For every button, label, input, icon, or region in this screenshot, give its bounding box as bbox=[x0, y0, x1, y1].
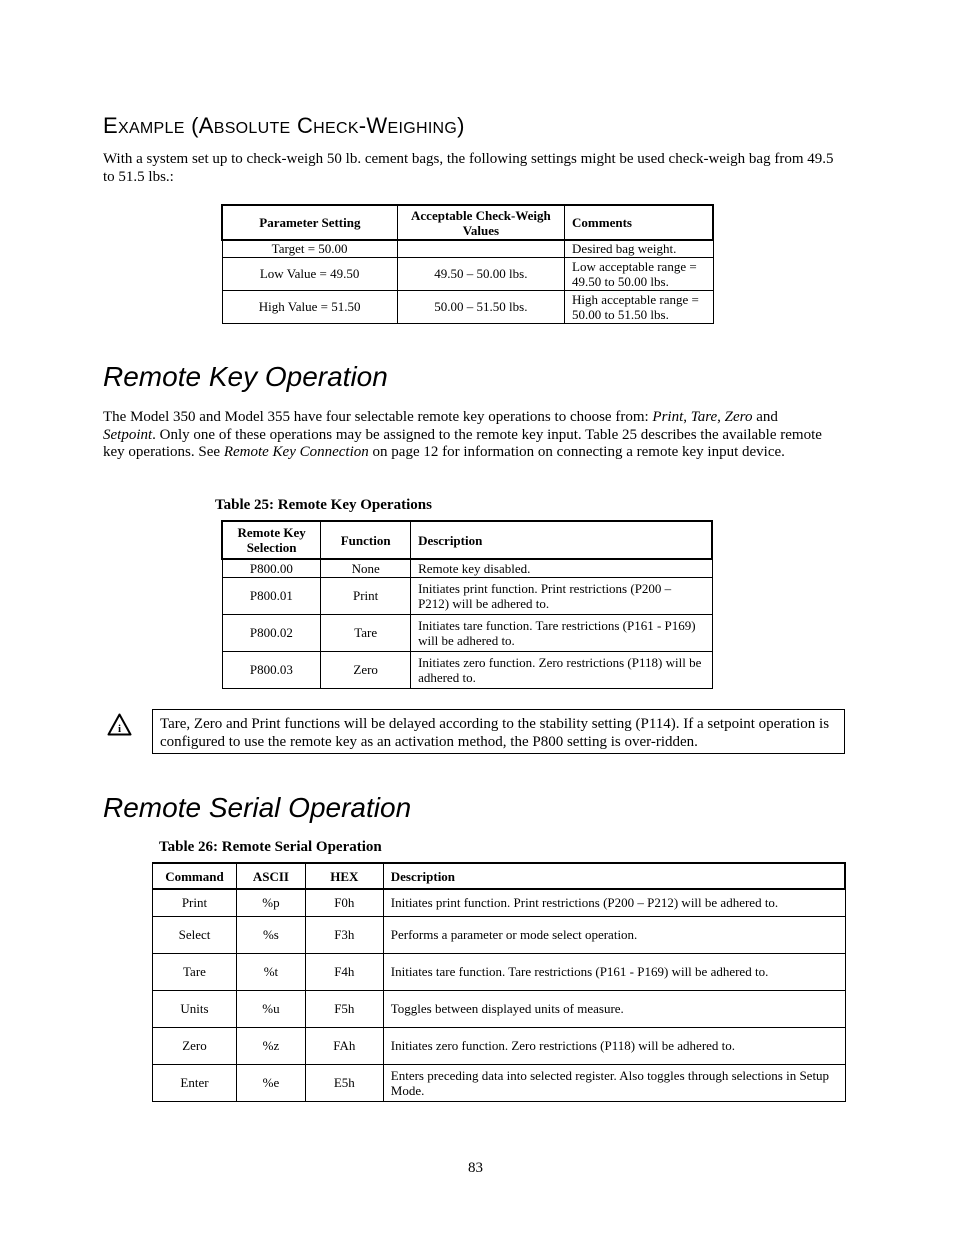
heading-part: ( bbox=[184, 113, 199, 138]
table-cell: P800.01 bbox=[222, 577, 321, 614]
paragraph-text: , bbox=[717, 409, 725, 425]
table-header: Command bbox=[153, 863, 237, 889]
table-cell: Toggles between displayed units of measure. bbox=[383, 990, 845, 1027]
remote-key-connection-link[interactable]: Remote Key Connection bbox=[223, 444, 369, 460]
paragraph-text: . Only one of these operations may be assigned to the remote key input. Table 25 describes the available remote key operations. See bbox=[103, 426, 822, 460]
table-row bbox=[222, 257, 713, 290]
paragraph-italic: Print bbox=[652, 409, 684, 425]
table-cell: High Value = 51.50 bbox=[222, 290, 397, 323]
remote-serial-table bbox=[152, 862, 846, 1102]
table-cell: F4h bbox=[305, 953, 383, 990]
paragraph-text: The Model 350 and Model 355 have four selectable remote key operations to choose from: bbox=[103, 409, 653, 425]
table-cell: P800.03 bbox=[222, 651, 321, 688]
table-row bbox=[153, 990, 846, 1027]
table-row bbox=[222, 290, 713, 323]
checkweigh-table bbox=[221, 204, 714, 324]
table-cell: 50.00 – 51.50 lbs. bbox=[397, 290, 564, 323]
table-header: HEX bbox=[305, 863, 383, 889]
paragraph-text: and bbox=[752, 409, 778, 425]
table-cell: %p bbox=[236, 889, 305, 916]
table-cell: F5h bbox=[305, 990, 383, 1027]
remote-key-paragraph bbox=[103, 409, 823, 462]
table-row bbox=[153, 916, 846, 953]
table-cell: Initiates print function. Print restrictions (P200 – P212) will be adhered to. bbox=[411, 577, 712, 614]
paragraph-italic: Tare bbox=[690, 409, 718, 425]
table-cell: %u bbox=[236, 990, 305, 1027]
table-row bbox=[153, 1064, 846, 1101]
heading-part: BSOLUTE bbox=[213, 120, 291, 137]
remote-serial-heading: Remote Serial Operation bbox=[103, 792, 412, 823]
table-cell: Target = 50.00 bbox=[222, 240, 397, 257]
table-row bbox=[222, 614, 712, 651]
heading-part: E bbox=[103, 113, 118, 138]
table-header: Description bbox=[411, 521, 712, 559]
table-row bbox=[153, 953, 846, 990]
table-row bbox=[153, 1027, 846, 1064]
table-cell: Tare bbox=[321, 614, 411, 651]
table-row bbox=[153, 889, 846, 916]
table-row bbox=[222, 240, 713, 257]
table-cell: FAh bbox=[305, 1027, 383, 1064]
table-cell bbox=[397, 240, 564, 257]
paragraph-italic: Setpoint bbox=[103, 426, 153, 443]
paragraph-italic: Zero bbox=[724, 409, 753, 425]
paragraph-text: , bbox=[683, 409, 691, 425]
table-cell: F0h bbox=[305, 889, 383, 916]
table-25-caption: Table 25: Remote Key Operations bbox=[215, 497, 432, 513]
page-number: 83 bbox=[468, 1160, 483, 1176]
table-header: Function bbox=[321, 521, 411, 559]
table-cell: Initiates zero function. Zero restrictions (P118) will be adhered to. bbox=[411, 651, 712, 688]
table-cell: Enters preceding data into selected register. Also toggles through selections in Setup Mode. bbox=[383, 1064, 845, 1101]
table-cell: E5h bbox=[305, 1064, 383, 1101]
table-cell: Initiates zero function. Zero restrictions (P118) will be adhered to. bbox=[383, 1027, 845, 1064]
table-row bbox=[222, 559, 712, 577]
table-cell: F3h bbox=[305, 916, 383, 953]
table-cell: Tare bbox=[153, 953, 237, 990]
table-cell: %s bbox=[236, 916, 305, 953]
table-cell: Select bbox=[153, 916, 237, 953]
table-cell: Low acceptable range = 49.50 to 50.00 lbs. bbox=[565, 257, 713, 290]
paragraph-text: on page 12 for information on connecting a remote key input device. bbox=[368, 444, 785, 460]
table-cell: Zero bbox=[153, 1027, 237, 1064]
table-cell: P800.02 bbox=[222, 614, 321, 651]
note-text: Tare, Zero and Print functions will be delayed according to the stability setting (P114). If a setpoint operation is configured to use the remote key as an activation method, the P800 setting is over-ridden. bbox=[160, 716, 830, 750]
table-header: Remote Key Selection bbox=[222, 521, 321, 559]
table-cell: Enter bbox=[153, 1064, 237, 1101]
table-cell: Desired bag weight. bbox=[565, 240, 713, 257]
heading-part: A bbox=[198, 113, 214, 138]
warning-info-icon bbox=[107, 713, 132, 736]
remote-key-table bbox=[221, 520, 713, 689]
heading-part: -W bbox=[358, 113, 388, 138]
table-header: Description bbox=[383, 863, 845, 889]
table-cell: High acceptable range = 50.00 to 51.50 lbs. bbox=[565, 290, 713, 323]
table-cell: %e bbox=[236, 1064, 305, 1101]
table-cell: 49.50 – 50.00 lbs. bbox=[397, 257, 564, 290]
heading-part: C bbox=[290, 113, 314, 138]
example-heading bbox=[103, 113, 465, 139]
note-box bbox=[152, 709, 845, 754]
table-cell: None bbox=[321, 559, 411, 577]
table-cell: Initiates print function. Print restrictions (P200 – P212) will be adhered to. bbox=[383, 889, 845, 916]
table-header: ASCII bbox=[236, 863, 305, 889]
table-cell: Print bbox=[321, 577, 411, 614]
table-cell: Remote key disabled. bbox=[411, 559, 712, 577]
table-cell: Initiates tare function. Tare restrictions (P161 - P169) will be adhered to. bbox=[383, 953, 845, 990]
table-row bbox=[222, 577, 712, 614]
table-row bbox=[222, 651, 712, 688]
table-cell: P800.00 bbox=[222, 559, 321, 577]
table-cell: Performs a parameter or mode select operation. bbox=[383, 916, 845, 953]
table-26-caption: Table 26: Remote Serial Operation bbox=[159, 839, 382, 855]
table-header: Acceptable Check-Weigh Values bbox=[397, 205, 564, 240]
table-cell: %z bbox=[236, 1027, 305, 1064]
remote-key-heading: Remote Key Operation bbox=[103, 361, 388, 392]
table-cell: Zero bbox=[321, 651, 411, 688]
table-cell: Units bbox=[153, 990, 237, 1027]
table-cell: Print bbox=[153, 889, 237, 916]
table-header: Comments bbox=[565, 205, 713, 240]
table-cell: Initiates tare function. Tare restrictions (P161 - P169) will be adhered to. bbox=[411, 614, 712, 651]
heading-part: EIGHING bbox=[387, 120, 458, 137]
heading-part: XAMPLE bbox=[117, 120, 185, 137]
table-header: Parameter Setting bbox=[222, 205, 397, 240]
table-cell: %t bbox=[236, 953, 305, 990]
table-cell: Low Value = 49.50 bbox=[222, 257, 397, 290]
heading-part: ) bbox=[457, 113, 465, 138]
svg-text:i: i bbox=[117, 723, 122, 735]
example-paragraph: With a system set up to check-weigh 50 lb. cement bags, the following settings might be used check-weigh bag from 49.5 to 51.5 lbs.: bbox=[103, 151, 834, 185]
heading-part: HECK bbox=[313, 120, 359, 137]
